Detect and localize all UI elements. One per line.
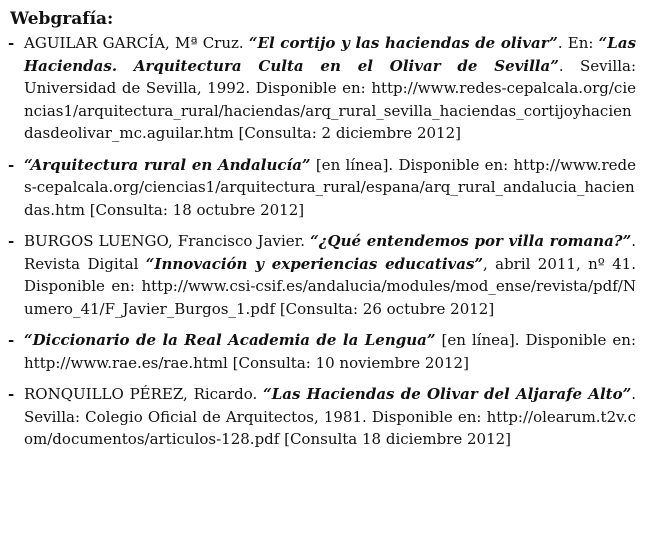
reference-title: “El cortijo y las haciendas de olivar” [248, 34, 558, 52]
reference-item [8, 32, 636, 145]
reference-author: AGUILAR GARCÍA, Mª Cruz. [24, 34, 249, 52]
reference-consulta: [Consulta: 18 octubre 2012] [84, 200, 305, 219]
reference-consulta: [Consulta: 10 noviembre 2012] [227, 353, 469, 372]
reference-author: BURGOS LUENGO, Francisco Javier. [24, 232, 311, 250]
reference-bullet: - [8, 232, 15, 250]
reference-url: http://www.redes-cepalcala.org/ciencias1/arquitectura_rural/espana/arq_rural_andalucia_haciendas.htm [24, 155, 637, 219]
reference-consulta: [Consulta 18 diciembre 2012] [279, 430, 512, 448]
reference-consulta: [Consulta: 26 octubre 2012] [275, 299, 495, 318]
reference-title: “Arquitectura rural en Andalucía” [24, 155, 311, 174]
reference-text: . Sevilla: Colegio Oficial de Arquitectos, 1981. Disponible en: [24, 385, 636, 426]
reference-url: http://www.redes-cepalcala.org/ciencias1/arquitectura_rural/haciendas/arq_rural_sevilla_haciendas_cortijoyhaciendasdeolivar_mc.aguilar.htm [24, 79, 636, 142]
reference-title: “¿Qué entendemos por villa romana?” [310, 232, 632, 250]
reference-bullet: - [8, 34, 15, 52]
reference-url: http://olearum.t2v.com/documentos/articulos-128.pdf [24, 407, 636, 448]
reference-title: “Las Haciendas de Olivar del Aljarafe Alto” [263, 385, 632, 403]
reference-publication: . Sevilla: Universidad de Sevilla, 1992. Disponible en: [24, 56, 636, 97]
reference-author: RONQUILLO PÉREZ, Ricardo. [24, 385, 264, 403]
reference-item [8, 230, 636, 320]
reference-item [8, 329, 636, 374]
reference-bullet: - [8, 155, 15, 174]
section-heading: Webgrafía: [10, 9, 114, 29]
reference-title: “Diccionario de la Real Academia de la Lengua” [24, 331, 436, 349]
reference-item [8, 154, 636, 222]
reference-url: http://www.csi-csif.es/andalucia/modules/mod_ense/revista/pdf/Numero_41/F_Javier_Burgos_1.pdf [24, 277, 636, 318]
reference-text: . Revista Digital [24, 232, 636, 273]
reference-bullet: - [8, 331, 15, 349]
reference-text: [en línea]. Disponible en: [435, 331, 637, 349]
reference-text: [en línea]. Disponible en: [310, 155, 514, 174]
reference-work: “Innovación y experiencias educativas” [145, 254, 484, 273]
reference-publication: , abril 2011, nº 41. Disponible en: [24, 254, 636, 295]
reference-url: http://www.rae.es/rae.html [24, 353, 228, 372]
reference-list [8, 32, 636, 451]
reference-item [8, 383, 636, 451]
reference-bullet: - [8, 385, 15, 403]
reference-consulta: [Consulta: 2 diciembre 2012] [233, 124, 461, 142]
reference-text: . En: [557, 34, 599, 52]
reference-work: “Las Haciendas. Arquitectura Culta en el Olivar de Sevilla” [24, 34, 637, 75]
